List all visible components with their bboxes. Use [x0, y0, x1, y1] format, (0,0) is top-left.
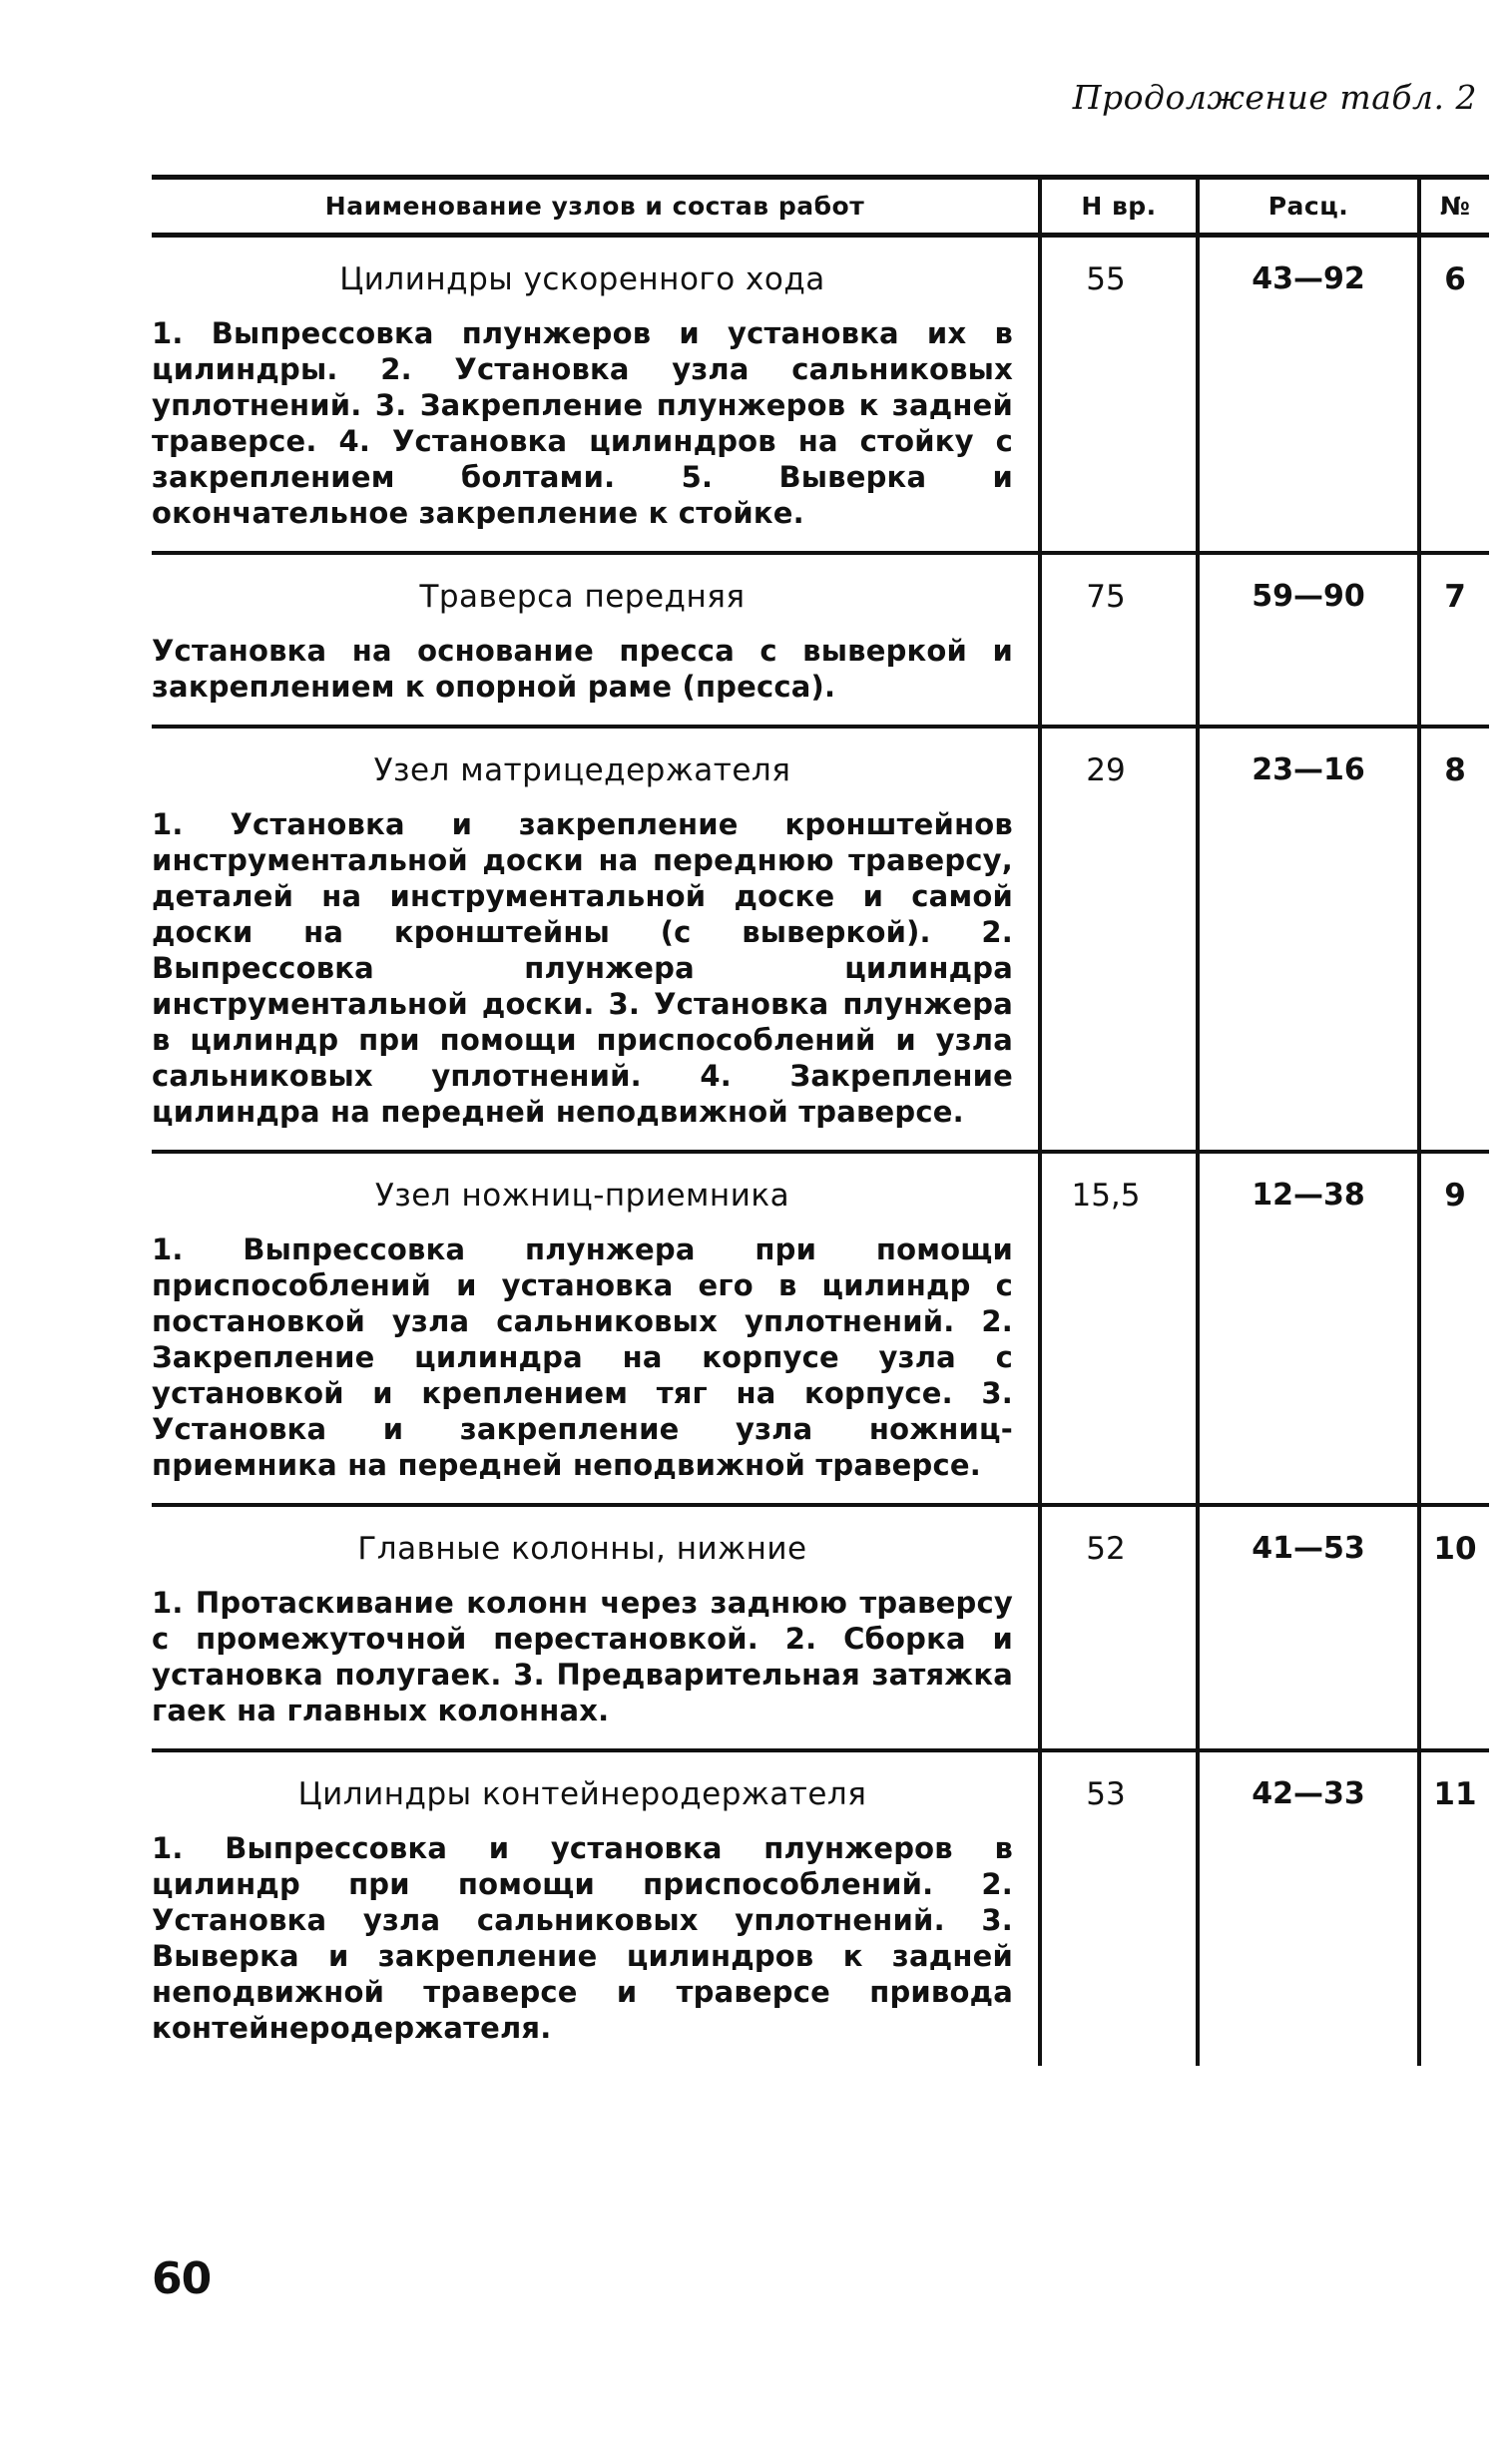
work-table — [152, 175, 1489, 2066]
row-num: 8 — [1417, 729, 1489, 1150]
table-row — [152, 1752, 1489, 2066]
section-title: Цилиндры ускоренного хода — [339, 261, 825, 297]
header-num: № — [1417, 180, 1489, 233]
section-body: 1. Протаскивание колонн через заднюю траверсу с промежуточной перестановкой. 2. Сборка и установка полугаек. 3. Предварительная затяжка гаек на главных колоннах. — [152, 1586, 1013, 1727]
header-name: Наименование узлов и состав работ — [324, 192, 865, 221]
row-time: 52 — [1038, 1507, 1196, 1748]
section-title: Узел ножниц-приемника — [374, 1178, 790, 1214]
row-name-cell — [152, 729, 1038, 1150]
section-title: Траверса передняя — [419, 579, 746, 615]
table-continuation-label: Продолжение табл. 2 — [1072, 78, 1477, 117]
row-num: 6 — [1417, 238, 1489, 551]
row-calc: 59—90 — [1196, 555, 1417, 725]
row-name-cell — [152, 1154, 1038, 1503]
page-number: 60 — [152, 2253, 212, 2304]
row-calc: 23—16 — [1196, 729, 1417, 1150]
row-name-cell — [152, 1752, 1038, 2066]
section-body: 1. Установка и закрепление кронштейнов инструментальной доски на переднюю траверсу, деталей на инструментальной доске и самой доски на кронштейны (с выверкой). 2. Выпрессовка плунжера цилиндра инструментальной доски. 3. Установка плунжера в цилиндр при помощи приспособлений и узла сальниковых уплотнений. 4. Закрепление цилиндра на передней неподвижной траверсе. — [152, 807, 1013, 1129]
table-row — [152, 1507, 1489, 1748]
section-body: 1. Выпрессовка плунжеров и установка их в цилиндры. 2. Установка узла сальниковых уплотнений. 3. Закрепление плунжеров к задней траверсе. 4. Установка цилиндров на стойку с закреплением болтами. 5. Выверка и окончательное закрепление к стойке. — [152, 316, 1013, 530]
section-body: 1. Выпрессовка плунжера при помощи приспособлений и установка его в цилиндр с постановкой узла сальниковых уплотнений. 2. Закрепление цилиндра на корпусе узла с установкой и креплением тяг на корпусе. 3. Установка и закрепление узла ножниц-приемника на передней неподвижной траверсе. — [152, 1232, 1013, 1482]
row-time: 53 — [1038, 1752, 1196, 2066]
section-body: Установка на основание пресса с выверкой и закреплением к опорной раме (пресса). — [152, 634, 1013, 704]
row-calc: 43—92 — [1196, 238, 1417, 551]
row-name-cell — [152, 1507, 1038, 1748]
header-calc: Расц. — [1196, 180, 1417, 233]
row-time: 29 — [1038, 729, 1196, 1150]
table-row — [152, 1154, 1489, 1503]
row-calc: 41—53 — [1196, 1507, 1417, 1748]
row-time: 75 — [1038, 555, 1196, 725]
row-num: 7 — [1417, 555, 1489, 725]
table-row — [152, 238, 1489, 551]
row-time: 15,5 — [1038, 1154, 1196, 1503]
row-num: 9 — [1417, 1154, 1489, 1503]
section-title: Узел матрицедержателя — [373, 752, 791, 788]
table-row — [152, 729, 1489, 1150]
section-title: Цилиндры контейнеродержателя — [297, 1776, 867, 1812]
header-time: Н вр. — [1038, 180, 1196, 233]
section-title: Главные колонны, нижние — [357, 1531, 807, 1567]
section-body: 1. Выпрессовка и установка плунжеров в цилиндр при помощи приспособлений. 2. Установка узла сальниковых уплотнений. 3. Выверка и закрепление цилиндров к задней неподвижной траверсе и траверсе привода контейнеродержателя. — [152, 1831, 1013, 2045]
table-row — [152, 555, 1489, 725]
row-time: 55 — [1038, 238, 1196, 551]
row-name-cell — [152, 238, 1038, 551]
table-header — [152, 180, 1489, 233]
row-calc: 42—33 — [1196, 1752, 1417, 2066]
row-num: 10 — [1417, 1507, 1489, 1748]
row-num: 11 — [1417, 1752, 1489, 2066]
row-name-cell — [152, 555, 1038, 725]
row-calc: 12—38 — [1196, 1154, 1417, 1503]
